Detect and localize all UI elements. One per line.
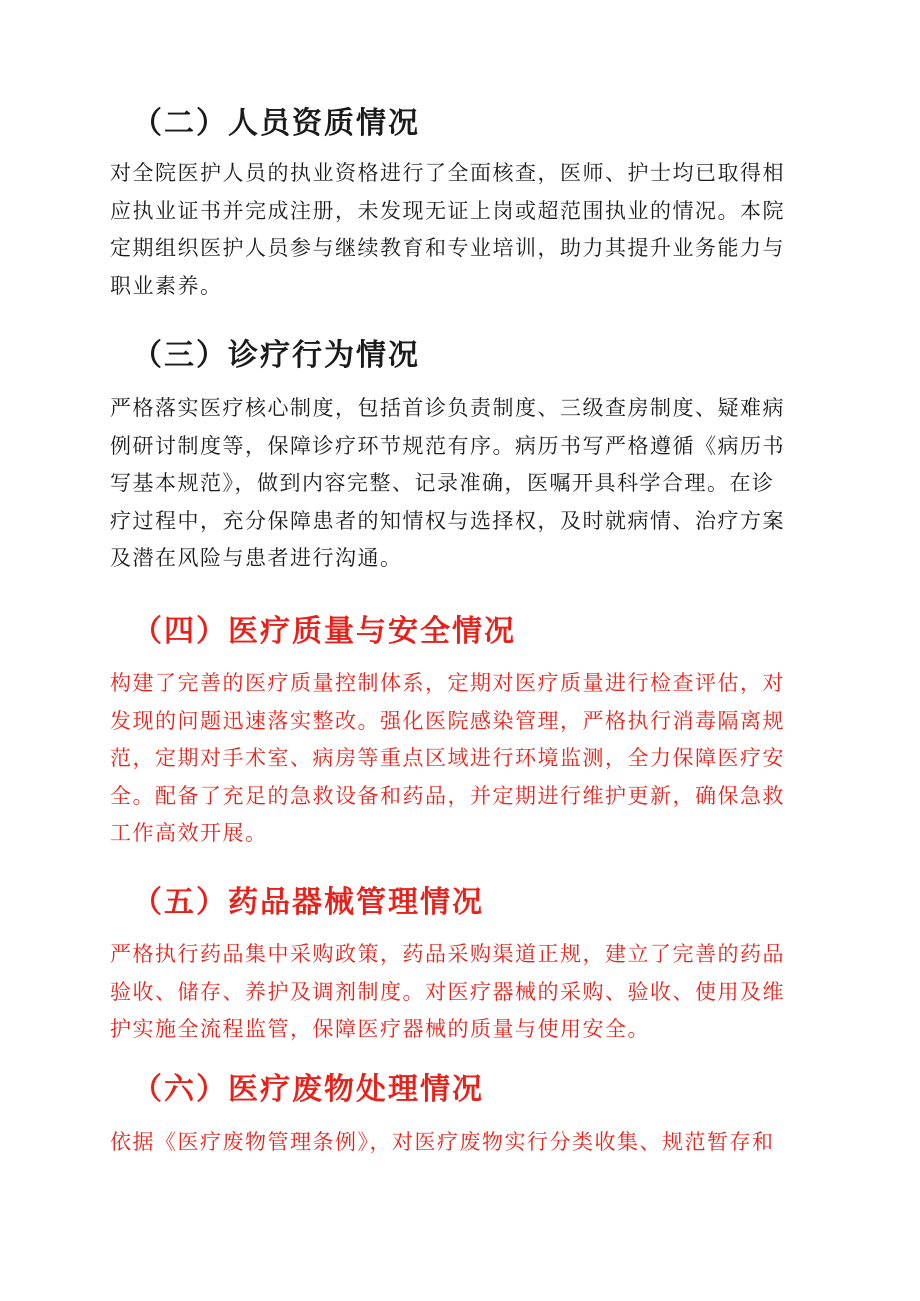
paragraph-line: 护实施全流程监管，保障医疗器械的质量与使用安全。 (110, 1017, 650, 1041)
paragraph-line: 全。配备了充足的急救设备和药品，并定期进行维护更新，确保急救 (110, 783, 785, 808)
paragraph-line: 严格落实医疗核心制度，包括首诊负责制度、三级查房制度、疑难病 (110, 396, 785, 420)
paragraph-line: 定期组织医护人员参与继续教育和专业培训，助力其提升业务能力与 (110, 236, 785, 260)
paragraph-line: 范，定期对手术室、病房等重点区域进行环境监测，全力保障医疗安 (110, 746, 785, 770)
paragraph-line: 构建了完善的医疗质量控制体系，定期对医疗质量进行检查评估，对 (110, 671, 785, 695)
section-heading-diagnosis: （三）诊疗行为情况 (132, 338, 420, 373)
section-heading-quality-safety: （四）医疗质量与安全情况 (132, 614, 516, 649)
paragraph-line: 严格执行药品集中采购政策，药品采购渠道正规，建立了完善的药品 (110, 942, 785, 966)
paragraph-line: 验收、储存、养护及调剂制度。对医疗器械的采购、验收、使用及维 (110, 979, 785, 1004)
paragraph-line: 疗过程中，充分保障患者的知情权与选择权，及时就病情、治疗方案 (110, 508, 785, 533)
paragraph-line: 工作高效开展。 (110, 821, 268, 845)
paragraph-line: 发现的问题迅速落实整改。强化医院感染管理，严格执行消毒隔离规 (110, 708, 785, 733)
section-heading-personnel: （二）人员资质情况 (132, 106, 420, 141)
paragraph-line: 应执业证书并完成注册，未发现无证上岗或超范围执业的情况。本院 (110, 198, 785, 223)
section-heading-medical-waste: （六）医疗废物处理情况 (132, 1072, 484, 1107)
section-paragraph-quality-safety (110, 665, 785, 853)
section-heading-drugs-devices: （五）药品器械管理情况 (132, 885, 484, 920)
section-paragraph-drugs-devices (110, 936, 785, 1049)
section-paragraph-personnel (110, 155, 785, 305)
paragraph-line: 及潜在风险与患者进行沟通。 (110, 546, 403, 570)
paragraph-line: 对全院医护人员的执业资格进行了全面核查，医师、护士均已取得相 (110, 161, 785, 185)
section-paragraph-medical-waste (110, 1124, 775, 1162)
paragraph-line: 写基本规范》，做到内容完整、记录准确，医嘱开具科学合理。在诊 (110, 471, 775, 495)
section-paragraph-diagnosis (110, 390, 785, 578)
paragraph-line: 例研讨制度等，保障诊疗环节规范有序。病历书写严格遵循《病历书 (110, 433, 785, 458)
paragraph-line: 职业素养。 (110, 273, 223, 298)
paragraph-line: 依据《医疗废物管理条例》，对医疗废物实行分类收集、规范暂存和 (110, 1130, 775, 1154)
